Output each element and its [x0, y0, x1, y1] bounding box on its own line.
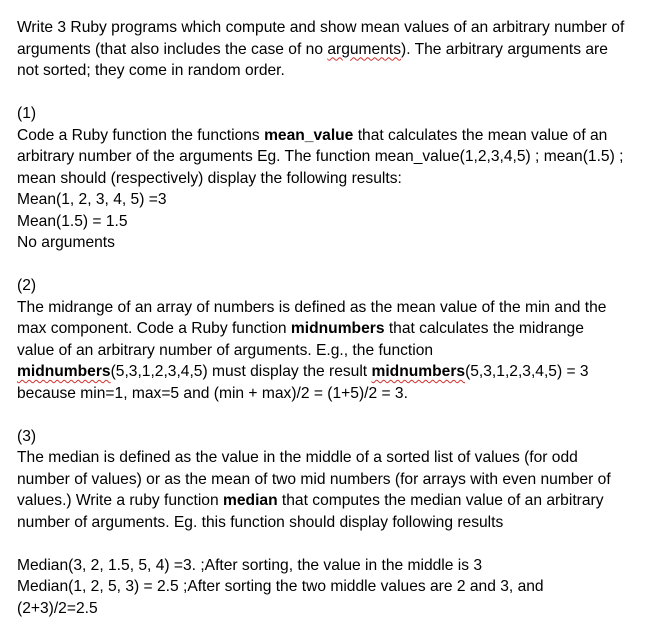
text-line: not sorted; they come in random order. — [17, 62, 285, 79]
function-name: mean_value — [264, 126, 354, 144]
intro-paragraph — [17, 17, 657, 82]
blank-line — [17, 82, 657, 104]
example-line: Median(3, 2, 1.5, 5, 4) =3. ;After sorting, the value in the middle is 3 — [17, 556, 483, 574]
text-line: because min=1, max=5 and (min + max)/2 = (1+5)/2 = 3. — [17, 384, 408, 402]
spellcheck-word: midnumbers — [371, 363, 466, 380]
part-label: (2) — [17, 277, 37, 294]
text-line: arguments (that also includes the case of no arguments). The arbitrary arguments are — [17, 40, 608, 58]
text-line: The median is defined as the value in the middle of a sorted list of values (for odd — [17, 449, 578, 466]
text-line: max component. Code a Ruby function midnumbers that calculates the midrange — [17, 320, 584, 337]
blank-line — [17, 404, 657, 426]
text-line: arbitrary number of the arguments Eg. The function mean_value(1,2,3,4,5) ; mean(1.5) ; — [17, 148, 624, 165]
text-line: midnumbers(5,3,1,2,3,4,5) must display the result midnumbers(5,3,1,2,3,4,5) = 3 — [17, 363, 589, 380]
text-line: number of values) or as the mean of two mid numbers (for arrays with even number of — [17, 470, 611, 488]
spellcheck-word: midnumbers — [17, 363, 111, 380]
function-name: midnumbers — [290, 320, 385, 337]
example-line: (2+3)/2=2.5 — [17, 599, 98, 617]
example-line: Mean(1, 2, 3, 4, 5) =3 — [17, 191, 167, 208]
function-name: median — [223, 492, 278, 509]
example-line: Median(1, 2, 5, 3) = 2.5 ;After sorting the two middle values are 2 and 3, and — [17, 578, 544, 595]
text-line: Code a Ruby function the functions mean_value that calculates the mean value of an — [17, 126, 608, 144]
text-line: The midrange of an array of numbers is defined as the mean value of the min and the — [17, 298, 607, 316]
text-line: values.) Write a ruby function median that computes the median value of an arbitrary — [17, 492, 604, 509]
text-line: value of an arbitrary number of arguments. E.g., the function — [17, 341, 434, 359]
text-line: number of arguments. Eg. this function should display following results — [17, 513, 504, 531]
blank-line — [17, 533, 657, 555]
part-1-section — [17, 103, 657, 254]
part-label: (1) — [17, 105, 37, 122]
blank-line — [17, 254, 657, 276]
text-line: Write 3 Ruby programs which compute and show mean values of an arbitrary number of — [17, 19, 625, 36]
text-line: mean should (respectively) display the following results: — [17, 169, 402, 187]
part-3-section — [17, 426, 657, 620]
document-body — [17, 17, 657, 619]
part-2-section — [17, 275, 657, 404]
spellcheck-word: arguments — [327, 40, 402, 58]
example-line: Mean(1.5) = 1.5 — [17, 212, 128, 230]
example-line: No arguments — [17, 234, 115, 251]
part-label: (3) — [17, 427, 37, 445]
